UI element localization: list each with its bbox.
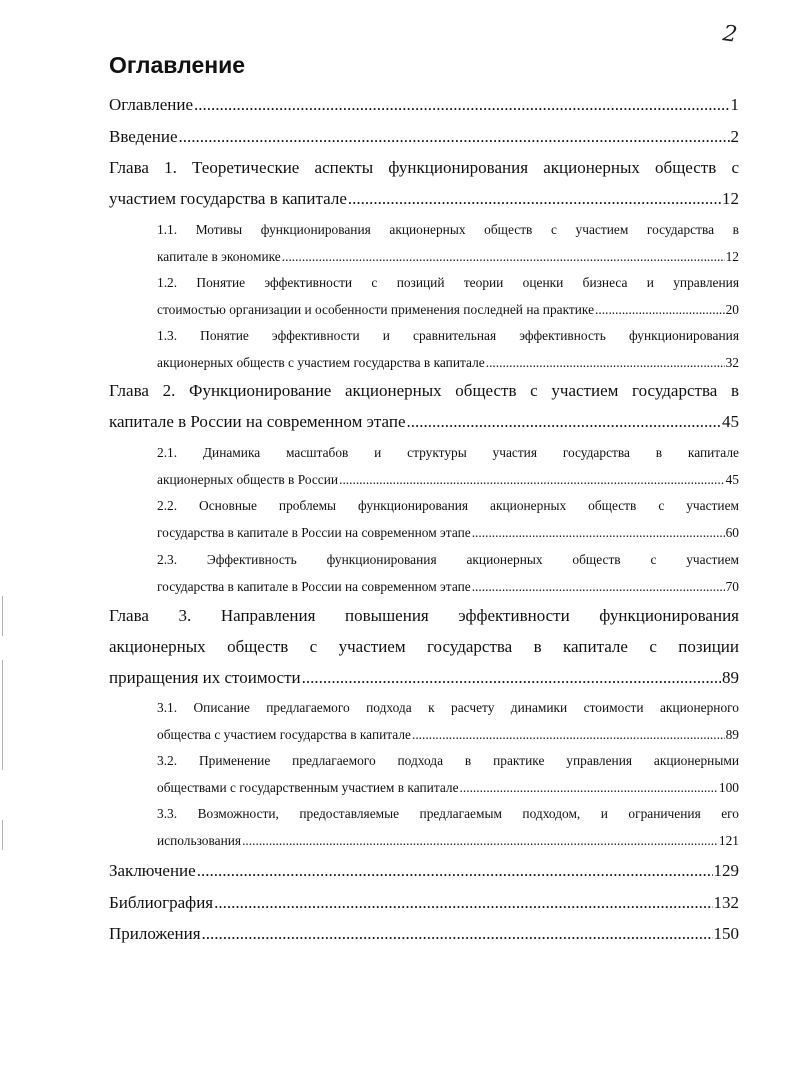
toc-page-number: 32 [725,355,739,370]
leader-dots [347,183,721,214]
toc-entry-title-line: государства в капитале в России на современном этапе [157,525,471,540]
toc-page-number: 132 [713,893,739,912]
toc-entry-title-line: акционерных обществ с участием государства в капитале [157,355,485,370]
toc-entry-section-2-3[interactable] [157,546,739,600]
toc-entry-title: Заключение [109,861,196,880]
toc-page-number: 70 [725,579,739,594]
toc-entry-section-3-3[interactable] [157,800,739,854]
toc-entry-title-line: государства в капитале в России на современном этапе [157,579,471,594]
scan-margin-line [2,596,3,636]
scan-margin-line [2,660,3,770]
toc-entry-title-line: акционерных обществ в России [157,472,339,487]
leader-dots [594,296,725,323]
toc-entry-chapter-1[interactable] [109,152,739,214]
toc-page-number: 100 [718,780,739,795]
leader-dots [213,887,712,918]
leader-dots [193,89,730,120]
toc-entry-conclusion[interactable] [109,855,739,886]
toc-entry-section-3-2[interactable] [157,747,739,801]
toc-entry-title-line: акционерных обществ с участием государства в капитале с позиции [109,637,739,656]
toc-page-number: 129 [713,861,739,880]
toc-entry-section-1-3[interactable] [157,322,739,376]
toc-entry-title-line: Глава 3. Направления повышения эффективности функционирования [109,606,739,625]
toc-entry-chapter-2[interactable] [109,375,739,437]
leader-dots [241,827,718,854]
toc-entry-section-3-1[interactable] [157,694,739,748]
leader-dots [471,519,725,546]
toc-entry-title-line: капитале в России на современном этапе [109,412,406,431]
leader-dots [411,721,725,748]
leader-dots [196,855,713,886]
toc-entry-title-line: стоимостью организации и особенности применения последней на практике [157,302,595,317]
toc-page-number: 12 [722,189,739,208]
toc-entry-section-2-1[interactable] [157,439,739,493]
toc-page-number: 12 [725,249,739,264]
toc-entry-title-line: обществами с государственным участием в капитале [157,780,459,795]
leader-dots [459,774,718,801]
toc-entry-title: Приложения [109,924,201,943]
toc-page-number: 45 [725,472,739,487]
toc-entry-title-line: 3.3. Возможности, предоставляемые предлагаемым подходом, и ограничения его [157,806,739,821]
leader-dots [281,243,725,270]
toc-entry-title-line: использования [157,833,242,848]
toc-entry-title-line: 1.1. Мотивы функционирования акционерных обществ с участием государства в [157,222,739,237]
toc-entry-title-line: 1.3. Понятие эффективности и сравнительная эффективность функционирования [157,328,739,343]
toc-entry-title-line: участием государства в капитале [109,189,347,208]
toc-entry-title-line: приращения их стоимости [109,668,301,687]
toc-entry-title-line: 3.2. Применение предлагаемого подхода в практике управления акционерными [157,753,739,768]
toc-entry-title-line: 1.2. Понятие эффективности с позиций теории оценки бизнеса и управления [157,275,739,290]
toc-entry-section-1-1[interactable] [157,216,739,270]
toc-entry-appendices[interactable] [109,918,739,949]
toc-entry-title-line: 2.1. Динамика масштабов и структуры участия государства в капитале [157,445,739,460]
page-title: Оглавление [109,52,246,78]
toc-page-number: 45 [722,412,739,431]
leader-dots [178,121,730,152]
leader-dots [301,662,721,693]
toc-entry-bibliography[interactable] [109,887,739,918]
toc-page-number: 60 [725,525,739,540]
toc-entry-introduction[interactable] [109,121,739,152]
toc-entry-title-line: общества с участием государства в капитале [157,727,411,742]
leader-dots [471,573,725,600]
toc-entry-title-line: 2.2. Основные проблемы функционирования акционерных обществ с участием [157,498,739,513]
toc-entry-title-line: Глава 1. Теоретические аспекты функционирования акционерных обществ с [109,158,739,177]
toc-entry-title-line: капитале в экономике [157,249,281,264]
toc-entry-chapter-3[interactable] [109,600,739,693]
toc-entry-section-2-2[interactable] [157,492,739,546]
toc-entry-section-1-2[interactable] [157,269,739,323]
toc-page-number: 20 [725,302,739,317]
handwritten-page-number: 2 [721,21,739,48]
toc-entry-title: Введение [109,127,178,146]
scan-margin-line [2,820,3,850]
toc-entry-title-line: 2.3. Эффективность функционирования акционерных обществ с участием [157,552,739,567]
toc-entry-title-line: 3.1. Описание предлагаемого подхода к расчету динамики стоимости акционерного [157,700,739,715]
toc-page-number: 121 [718,833,739,848]
toc-page-number: 150 [713,924,739,943]
toc-page-number: 1 [730,95,739,114]
leader-dots [406,406,722,437]
leader-dots [485,349,725,376]
toc-page-number: 89 [725,727,739,742]
leader-dots [338,466,725,493]
toc-entry-title: Библиография [109,893,214,912]
toc-entry-title-line: Глава 2. Функционирование акционерных обществ с участием государства в [109,381,739,400]
toc-entry-contents[interactable] [109,89,739,120]
toc-page-number: 89 [722,668,739,687]
toc-page-number: 2 [730,127,739,146]
leader-dots [201,918,713,949]
toc-entry-title: Оглавление [109,95,193,114]
